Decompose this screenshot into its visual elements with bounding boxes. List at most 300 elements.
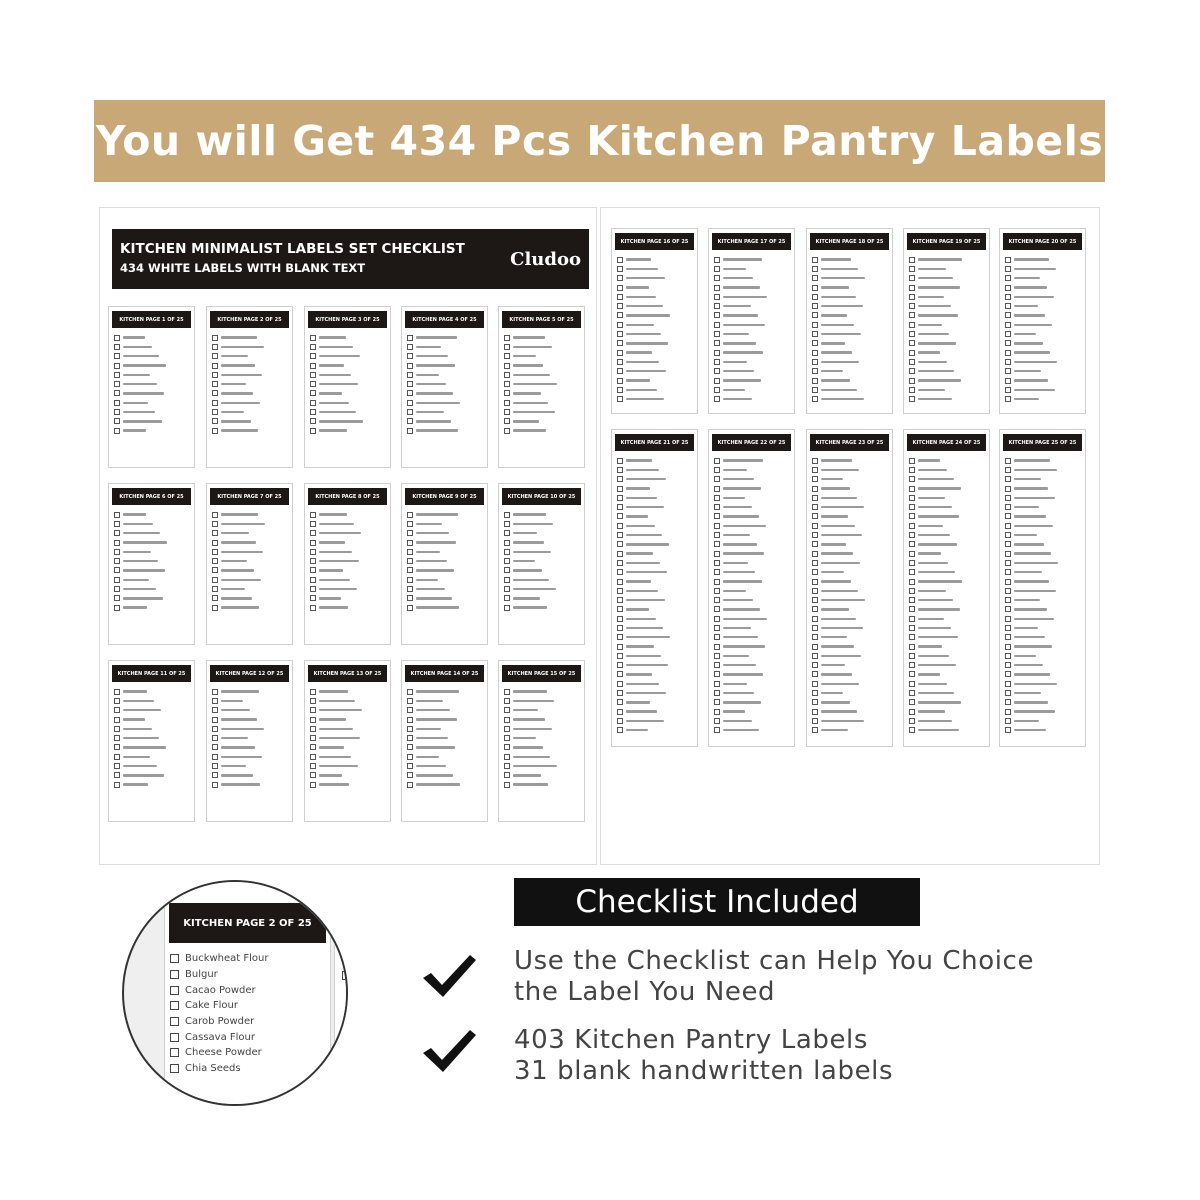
item-text-placeholder <box>221 569 254 571</box>
checklist-row <box>310 715 386 724</box>
checklist-row <box>909 502 985 511</box>
item-text-placeholder <box>626 599 665 601</box>
checklist-row <box>114 696 190 705</box>
checklist-row <box>212 342 288 351</box>
item-text-placeholder <box>221 513 258 515</box>
item-text-placeholder <box>821 506 864 508</box>
page-card-items <box>109 505 194 612</box>
item-text-placeholder <box>221 402 260 404</box>
checkbox <box>407 595 413 601</box>
checkbox <box>909 275 915 281</box>
item-text-placeholder <box>1014 506 1039 508</box>
item-text-placeholder <box>821 277 865 279</box>
checklist-row <box>1005 274 1081 283</box>
item-text-placeholder <box>821 608 849 610</box>
item-text-placeholder <box>821 683 859 685</box>
item-text-placeholder <box>723 459 763 461</box>
item-text-placeholder <box>723 487 761 489</box>
checkbox <box>812 625 818 631</box>
checkbox <box>812 378 818 384</box>
item-text-placeholder <box>123 523 153 525</box>
checkbox <box>714 634 720 640</box>
item-text-placeholder <box>319 532 361 534</box>
item-text-placeholder <box>626 543 669 545</box>
item-text-placeholder <box>626 590 658 592</box>
item-text-placeholder <box>626 379 650 381</box>
item-text-placeholder <box>123 579 149 581</box>
item-text-placeholder <box>319 560 359 562</box>
zoom-checkbox <box>170 1048 179 1057</box>
checklist-row <box>812 292 888 301</box>
checklist-row <box>310 706 386 715</box>
checkbox <box>1005 467 1011 473</box>
item-text-placeholder <box>416 606 459 608</box>
checkbox <box>212 549 218 555</box>
checkbox <box>310 540 316 546</box>
checklist-row <box>909 623 985 632</box>
page-card <box>806 228 893 414</box>
zoom-item-label: Carob Powder <box>185 1016 255 1028</box>
checkbox <box>504 567 510 573</box>
checklist-row <box>714 568 790 577</box>
checklist-row <box>909 614 985 623</box>
checklist-row <box>114 724 190 733</box>
checkbox <box>909 486 915 492</box>
item-text-placeholder <box>513 569 542 571</box>
checkbox <box>114 372 120 378</box>
checklist-row <box>212 696 288 705</box>
page-card <box>304 483 391 645</box>
item-text-placeholder <box>123 728 152 730</box>
item-text-placeholder <box>319 513 347 515</box>
checklist-row <box>407 370 483 379</box>
item-text-placeholder <box>123 569 165 571</box>
checkbox <box>812 588 818 594</box>
checkbox <box>617 727 623 733</box>
item-text-placeholder <box>513 728 552 730</box>
checklist-row <box>617 726 693 735</box>
checklist-row <box>714 679 790 688</box>
item-text-placeholder <box>626 324 654 326</box>
checklist-row <box>909 339 985 348</box>
item-text-placeholder <box>319 541 345 543</box>
checkbox <box>1005 257 1011 263</box>
checkbox <box>1005 350 1011 356</box>
checkbox <box>617 690 623 696</box>
checkbox <box>407 363 413 369</box>
page-card-title: KITCHEN PAGE 7 OF 25 <box>210 488 289 505</box>
checklist-row <box>714 255 790 264</box>
zoom-item <box>170 1014 268 1030</box>
item-text-placeholder <box>123 597 163 599</box>
item-text-placeholder <box>626 515 648 517</box>
item-text-placeholder <box>513 746 543 748</box>
checkbox <box>812 551 818 557</box>
item-text-placeholder <box>123 765 157 767</box>
checkbox <box>812 616 818 622</box>
checklist-row <box>212 529 288 538</box>
checkbox <box>1005 560 1011 566</box>
item-text-placeholder <box>416 700 443 702</box>
checklist-row <box>909 376 985 385</box>
item-text-placeholder <box>723 478 754 480</box>
item-text-placeholder <box>918 729 959 731</box>
page-card-items <box>1000 451 1085 735</box>
checkbox <box>1005 504 1011 510</box>
item-text-placeholder <box>319 355 360 357</box>
checklist-row <box>714 595 790 604</box>
item-text-placeholder <box>626 664 668 666</box>
checklist-row <box>310 342 386 351</box>
checkbox <box>114 558 120 564</box>
checklist-row <box>617 283 693 292</box>
checkbox <box>812 476 818 482</box>
item-text-placeholder <box>319 606 348 608</box>
page-card-items <box>807 250 892 404</box>
checkbox <box>407 698 413 704</box>
checklist-row <box>1005 661 1081 670</box>
checkbox <box>1005 588 1011 594</box>
item-text-placeholder <box>918 258 962 260</box>
zoom-checkbox <box>170 1017 179 1026</box>
checkbox <box>310 363 316 369</box>
checkbox <box>212 558 218 564</box>
page-card-items <box>904 250 989 404</box>
checklist-row <box>714 357 790 366</box>
checkbox <box>909 560 915 566</box>
checkbox <box>909 709 915 715</box>
checkbox <box>714 709 720 715</box>
checkbox <box>1005 513 1011 519</box>
checkbox <box>114 726 120 732</box>
checklist-row <box>812 339 888 348</box>
page-card-title: KITCHEN PAGE 14 OF 25 <box>405 665 484 682</box>
page-card <box>611 228 698 414</box>
item-text-placeholder <box>1014 268 1056 270</box>
checklist-row <box>1005 679 1081 688</box>
checkbox <box>114 744 120 750</box>
page-card <box>108 306 195 468</box>
checkbox <box>812 662 818 668</box>
item-text-placeholder <box>123 402 148 404</box>
checkbox <box>909 359 915 365</box>
checkbox <box>714 303 720 309</box>
checklist-row <box>1005 586 1081 595</box>
checklist-row <box>812 456 888 465</box>
checklist-row <box>504 752 580 761</box>
checkbox <box>407 390 413 396</box>
checklist-row <box>909 475 985 484</box>
checklist-row <box>909 465 985 474</box>
item-text-placeholder <box>123 383 157 385</box>
page-card <box>903 228 990 414</box>
checklist-row <box>212 743 288 752</box>
checkbox <box>310 353 316 359</box>
page-card-title: KITCHEN PAGE 15 OF 25 <box>502 665 581 682</box>
item-text-placeholder <box>626 314 670 316</box>
checkbox <box>1005 671 1011 677</box>
item-text-placeholder <box>723 361 747 363</box>
item-text-placeholder <box>821 720 864 722</box>
checklist-row <box>909 540 985 549</box>
checklist-row <box>617 577 693 586</box>
checklist-row <box>114 547 190 556</box>
checkbox <box>504 689 510 695</box>
checklist-row <box>504 519 580 528</box>
checkbox <box>407 335 413 341</box>
item-text-placeholder <box>821 361 859 363</box>
checklist-row <box>504 761 580 770</box>
item-text-placeholder <box>918 305 951 307</box>
item-text-placeholder <box>723 636 758 638</box>
checklist-row <box>909 605 985 614</box>
checklist-row <box>617 311 693 320</box>
item-text-placeholder <box>1014 324 1052 326</box>
item-text-placeholder <box>319 402 349 404</box>
item-text-placeholder <box>1014 534 1037 536</box>
checklist-row <box>407 594 483 603</box>
item-text-placeholder <box>626 729 648 731</box>
page-card <box>206 483 293 645</box>
checklist-row <box>1005 716 1081 725</box>
checkbox <box>114 390 120 396</box>
item-text-placeholder <box>221 746 255 748</box>
checkbox <box>212 577 218 583</box>
checkbox <box>812 653 818 659</box>
checkbox <box>812 671 818 677</box>
checkbox <box>714 532 720 538</box>
checklist-row <box>617 320 693 329</box>
item-text-placeholder <box>1014 599 1040 601</box>
item-text-placeholder <box>821 478 843 480</box>
checklist-row <box>504 342 580 351</box>
item-text-placeholder <box>416 551 440 553</box>
checklist-row <box>504 529 580 538</box>
item-text-placeholder <box>723 351 763 353</box>
item-text-placeholder <box>319 411 356 413</box>
checklist-row <box>504 333 580 342</box>
item-text-placeholder <box>626 370 666 372</box>
checklist-row <box>212 398 288 407</box>
item-text-placeholder <box>723 379 761 381</box>
checkbox <box>617 681 623 687</box>
zoom-item <box>170 998 268 1014</box>
checkbox <box>310 372 316 378</box>
checkbox <box>1005 458 1011 464</box>
checklist-row <box>812 716 888 725</box>
checklist-row <box>617 698 693 707</box>
item-text-placeholder <box>1014 258 1049 260</box>
item-text-placeholder <box>918 497 945 499</box>
item-text-placeholder <box>626 580 651 582</box>
checkbox <box>310 428 316 434</box>
item-text-placeholder <box>723 692 754 694</box>
checklist-row <box>714 385 790 394</box>
checkbox <box>407 558 413 564</box>
checklist-row <box>407 724 483 733</box>
checklist-row <box>1005 707 1081 716</box>
checklist-row <box>617 521 693 530</box>
checklist-row <box>909 292 985 301</box>
checkbox <box>812 690 818 696</box>
item-text-placeholder <box>918 487 961 489</box>
checkbox <box>310 754 316 760</box>
checklist-row <box>310 696 386 705</box>
item-text-placeholder <box>723 701 761 703</box>
item-text-placeholder <box>221 532 249 534</box>
item-text-placeholder <box>221 364 255 366</box>
checkbox <box>114 549 120 555</box>
checkbox <box>212 689 218 695</box>
checklist-row <box>310 426 386 435</box>
checklist-row <box>310 556 386 565</box>
checklist-row <box>909 688 985 697</box>
checklist-row <box>714 301 790 310</box>
checkbox <box>617 597 623 603</box>
checklist-row <box>909 255 985 264</box>
checkbox <box>617 662 623 668</box>
item-text-placeholder <box>918 398 952 400</box>
checklist-row <box>617 502 693 511</box>
bullet-checklist-line2: the Label You Need <box>514 977 776 1007</box>
item-text-placeholder <box>221 560 247 562</box>
item-text-placeholder <box>123 411 155 413</box>
checkbox <box>909 532 915 538</box>
checkbox <box>114 577 120 583</box>
checklist-row <box>212 584 288 593</box>
item-text-placeholder <box>319 364 344 366</box>
checklist-row <box>812 688 888 697</box>
checklist-row <box>114 361 190 370</box>
checklist-row <box>812 661 888 670</box>
checkbox <box>617 588 623 594</box>
item-text-placeholder <box>821 258 851 260</box>
checkbox <box>1005 523 1011 529</box>
checkbox <box>310 689 316 695</box>
item-text-placeholder <box>1014 692 1041 694</box>
item-text-placeholder <box>821 552 853 554</box>
checklist-row <box>114 687 190 696</box>
bullet-labels-count: 403 Kitchen Pantry Labels <box>514 1025 869 1055</box>
checkbox <box>212 409 218 415</box>
item-text-placeholder <box>918 608 960 610</box>
checklist-row <box>114 426 190 435</box>
item-text-placeholder <box>626 506 664 508</box>
checkbox <box>212 782 218 788</box>
checkbox <box>1005 322 1011 328</box>
checkbox <box>407 689 413 695</box>
checklist-row <box>909 670 985 679</box>
item-text-placeholder <box>1014 398 1039 400</box>
checklist-row <box>310 752 386 761</box>
checkbox <box>617 560 623 566</box>
checklist-row <box>909 264 985 273</box>
checklist-row <box>812 540 888 549</box>
checkbox <box>714 458 720 464</box>
item-text-placeholder <box>221 765 246 767</box>
checklist-row <box>909 512 985 521</box>
checkbox <box>212 335 218 341</box>
item-text-placeholder <box>626 720 664 722</box>
page-card-items <box>207 682 292 789</box>
item-text-placeholder <box>1014 351 1050 353</box>
checklist-row <box>617 348 693 357</box>
checklist-row <box>714 502 790 511</box>
item-text-placeholder <box>918 268 946 270</box>
checklist-row <box>1005 385 1081 394</box>
item-text-placeholder <box>723 497 745 499</box>
checkbox <box>1005 378 1011 384</box>
checklist-row <box>1005 465 1081 474</box>
checklist-row <box>504 715 580 724</box>
checklist-row <box>504 510 580 519</box>
checklist-row <box>114 715 190 724</box>
checklist-row <box>504 780 580 789</box>
checkbox <box>812 513 818 519</box>
checkbox <box>114 754 120 760</box>
checkbox <box>714 662 720 668</box>
checklist-row <box>812 698 888 707</box>
checklist-row <box>114 584 190 593</box>
checklist-row <box>114 575 190 584</box>
checkbox <box>310 744 316 750</box>
checkbox <box>504 372 510 378</box>
checkbox <box>407 381 413 387</box>
item-text-placeholder <box>416 420 451 422</box>
checkbox <box>1005 495 1011 501</box>
checkbox <box>310 782 316 788</box>
checkbox <box>212 400 218 406</box>
magnified-detail <box>122 880 348 1106</box>
checklist-row <box>504 352 580 361</box>
item-text-placeholder <box>821 497 857 499</box>
page-card-items <box>305 328 390 435</box>
checklist-row <box>407 761 483 770</box>
checkbox <box>310 586 316 592</box>
checklist-row <box>407 752 483 761</box>
item-text-placeholder <box>626 627 663 629</box>
checkbox <box>114 605 120 611</box>
checklist-row <box>617 255 693 264</box>
item-text-placeholder <box>513 532 537 534</box>
item-text-placeholder <box>626 389 657 391</box>
checklist-row <box>504 696 580 705</box>
checklist-row <box>114 603 190 612</box>
checkbox <box>114 363 120 369</box>
item-text-placeholder <box>416 429 458 431</box>
checkbox <box>714 579 720 585</box>
item-text-placeholder <box>1014 627 1038 629</box>
zoom-checkbox <box>342 971 348 980</box>
checklist-row <box>114 566 190 575</box>
checklist-row <box>617 549 693 558</box>
checklist-row <box>114 342 190 351</box>
checkbox <box>504 735 510 741</box>
item-text-placeholder <box>626 305 663 307</box>
checkbox <box>714 681 720 687</box>
checklist-row <box>310 361 386 370</box>
checklist-row <box>1005 698 1081 707</box>
checklist-row <box>617 357 693 366</box>
item-text-placeholder <box>723 608 760 610</box>
checklist-row <box>714 376 790 385</box>
checklist-row <box>212 519 288 528</box>
checkbox <box>114 521 120 527</box>
item-text-placeholder <box>723 506 752 508</box>
checkbox <box>504 353 510 359</box>
checklist-row <box>617 540 693 549</box>
checkbox <box>1005 285 1011 291</box>
